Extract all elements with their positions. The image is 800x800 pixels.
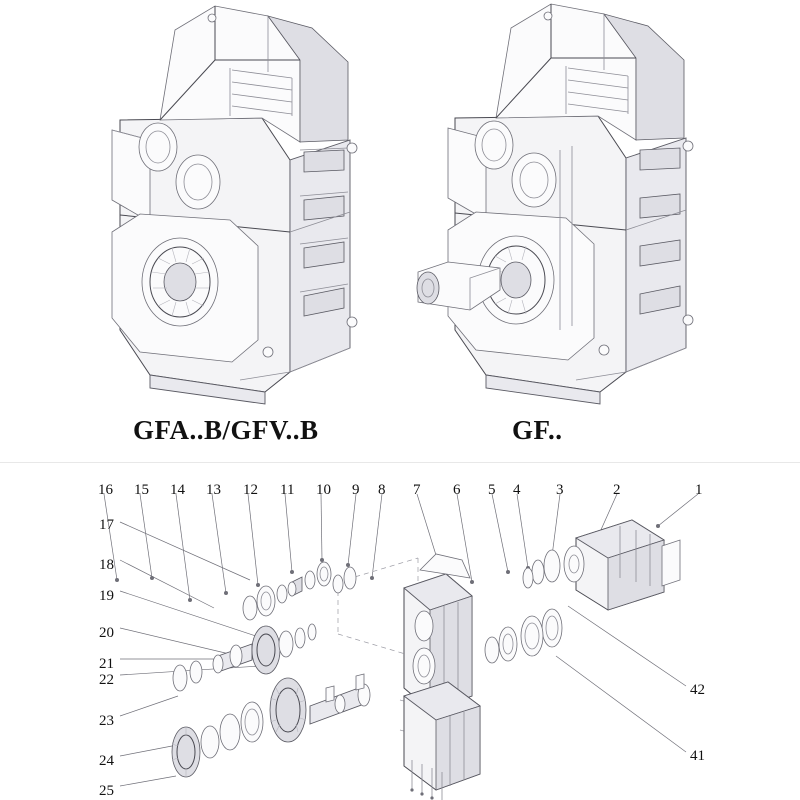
callout-17: 17 <box>99 517 114 533</box>
callout-4: 4 <box>513 482 521 498</box>
callout-21: 21 <box>99 656 114 672</box>
callout-5: 5 <box>488 482 496 498</box>
callout-3: 3 <box>556 482 564 498</box>
exploded-view <box>0 460 800 800</box>
callout-19: 19 <box>99 588 114 604</box>
callout-6: 6 <box>453 482 461 498</box>
callout-42: 42 <box>690 682 705 698</box>
callout-11: 11 <box>280 482 295 498</box>
callout-23: 23 <box>99 713 114 729</box>
gearbox-right-drawing <box>417 4 693 404</box>
callout-24: 24 <box>99 753 114 769</box>
caption-right-model: GF.. <box>512 415 563 445</box>
part-small-shaft-upper <box>243 562 356 620</box>
callout-20: 20 <box>99 625 114 641</box>
callout-7: 7 <box>413 482 421 498</box>
part-gear-shaft-lower <box>172 674 370 777</box>
exploded-view-svg <box>0 460 800 800</box>
callout-22: 22 <box>99 672 114 688</box>
callout-10: 10 <box>316 482 331 498</box>
callout-16: 16 <box>98 482 113 498</box>
part-rings-right <box>485 550 562 663</box>
part-pins <box>0 460 442 800</box>
gearbox-left-drawing <box>112 6 357 404</box>
callout-8: 8 <box>378 482 386 498</box>
callout-18: 18 <box>99 557 114 573</box>
callout-1: 1 <box>695 482 703 498</box>
callout-9: 9 <box>352 482 360 498</box>
callout-15: 15 <box>134 482 149 498</box>
callout-12: 12 <box>243 482 258 498</box>
part-motor-assembly <box>564 520 680 610</box>
callout-14: 14 <box>170 482 185 498</box>
callout-13: 13 <box>206 482 221 498</box>
leader-lines-right <box>556 606 686 752</box>
callout-41: 41 <box>690 748 705 764</box>
caption-left-model: GFA..B/GFV..B <box>133 415 319 445</box>
callout-2: 2 <box>613 482 621 498</box>
part-housing <box>404 554 480 790</box>
callout-25: 25 <box>99 783 114 799</box>
